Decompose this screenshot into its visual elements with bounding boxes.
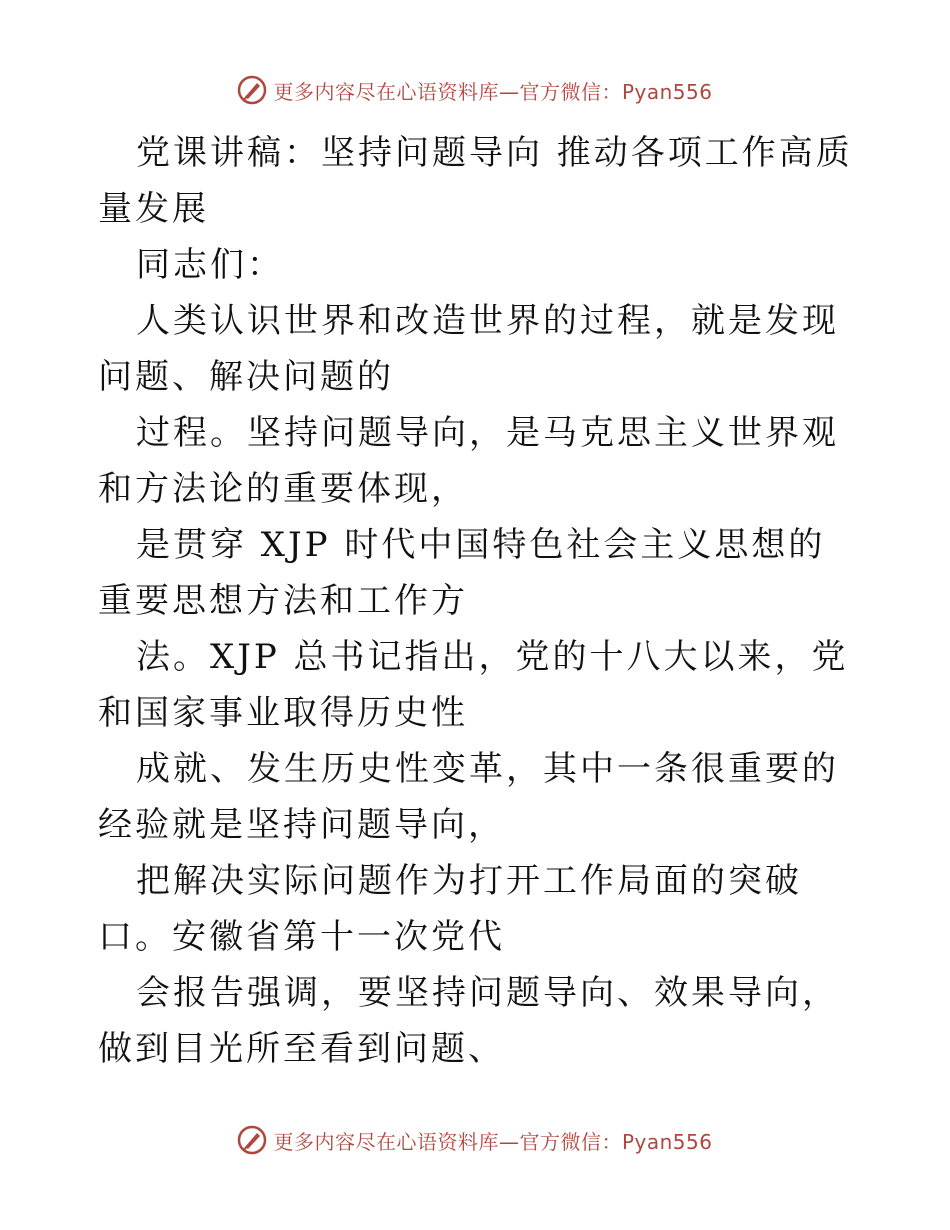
- paragraph: 把解决实际问题作为打开工作局面的突破口。安徽省第十一次党代: [98, 861, 802, 957]
- paragraph: 法。XJP 总书记指出，党的十八大以来，党和国家事业取得历史性: [98, 637, 849, 733]
- paragraph: 同志们：: [136, 245, 284, 285]
- paragraph: 会报告强调，要坚持问题导向、效果导向，做到目光所至看到问题、: [98, 973, 839, 1069]
- header-banner-text: 更多内容尽在心语资料库—官方微信：Pyan556: [273, 79, 713, 104]
- paragraph: 过程。坚持问题导向，是马克思主义世界观和方法论的重要体现，: [98, 413, 839, 509]
- quill-pen-seal-icon: [237, 75, 267, 105]
- footer-watermark-banner: [0, 1120, 950, 1160]
- document-body: [98, 125, 858, 1077]
- paragraph: 成就、发生历史性变革，其中一条很重要的经验就是坚持问题导向，: [98, 749, 839, 845]
- paragraph: 是贯穿 XJP 时代中国特色社会主义思想的重要思想方法和工作方: [98, 525, 826, 621]
- footer-banner-text: 更多内容尽在心语资料库—官方微信：Pyan556: [273, 1129, 713, 1154]
- paragraph: 人类认识世界和改造世界的过程，就是发现问题、解决问题的: [98, 301, 839, 397]
- header-watermark-banner: [0, 70, 950, 110]
- quill-pen-seal-icon: [237, 1125, 267, 1155]
- document-title: 党课讲稿：坚持问题导向 推动各项工作高质量发展: [98, 133, 853, 229]
